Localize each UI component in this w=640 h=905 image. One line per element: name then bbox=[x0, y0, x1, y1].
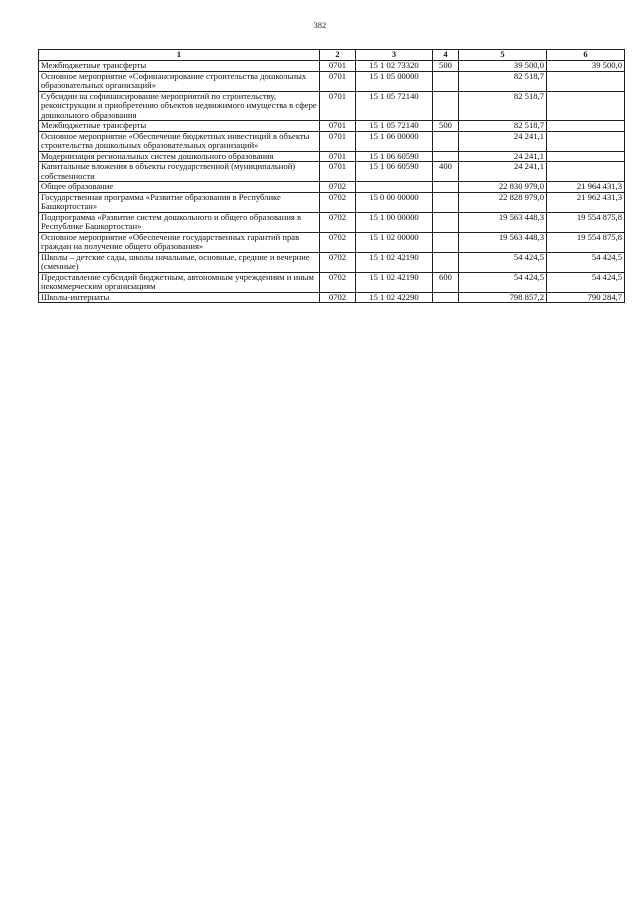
expense-type-cell bbox=[433, 131, 459, 151]
expense-type-cell bbox=[433, 91, 459, 121]
table-row bbox=[39, 61, 625, 72]
target-article-cell bbox=[356, 182, 433, 193]
row-name-cell: Основное мероприятие «Софинансирование строительства дошкольных образовательных организаций» bbox=[39, 71, 320, 91]
amount-year2-cell: 790 284,7 bbox=[547, 292, 625, 303]
section-code-cell: 0702 bbox=[320, 212, 356, 232]
table-row bbox=[39, 91, 625, 121]
row-name-cell: Основное мероприятие «Обеспечение государственных гарантий прав граждан на получение общего образования» bbox=[39, 232, 320, 252]
expense-type-cell bbox=[433, 232, 459, 252]
amount-year2-cell bbox=[547, 121, 625, 132]
row-name-cell: Школы-интернаты bbox=[39, 292, 320, 303]
amount-year1-cell: 54 424,5 bbox=[459, 272, 547, 292]
amount-year2-cell bbox=[547, 131, 625, 151]
table-row bbox=[39, 121, 625, 132]
target-article-cell: 15 1 02 42190 bbox=[356, 272, 433, 292]
amount-year2-cell: 21 962 431,3 bbox=[547, 192, 625, 212]
column-header-6: 6 bbox=[547, 50, 625, 61]
amount-year2-cell bbox=[547, 162, 625, 182]
table-row bbox=[39, 151, 625, 162]
row-name-cell: Общее образование bbox=[39, 182, 320, 193]
target-article-cell: 15 1 02 00000 bbox=[356, 232, 433, 252]
row-name-cell: Государственная программа «Развитие образования в Республике Башкортостан» bbox=[39, 192, 320, 212]
table-row bbox=[39, 252, 625, 272]
expense-type-cell bbox=[433, 71, 459, 91]
amount-year2-cell bbox=[547, 91, 625, 121]
column-header-5: 5 bbox=[459, 50, 547, 61]
row-name-cell: Капитальные вложения в объекты государственной (муниципальной) собственности bbox=[39, 162, 320, 182]
target-article-cell: 15 1 05 72140 bbox=[356, 121, 433, 132]
section-code-cell: 0701 bbox=[320, 131, 356, 151]
target-article-cell: 15 1 06 00000 bbox=[356, 131, 433, 151]
section-code-cell: 0701 bbox=[320, 162, 356, 182]
amount-year1-cell: 22 830 979,0 bbox=[459, 182, 547, 193]
section-code-cell: 0701 bbox=[320, 151, 356, 162]
target-article-cell: 15 1 00 00000 bbox=[356, 212, 433, 232]
expense-type-cell bbox=[433, 292, 459, 303]
row-name-cell: Межбюджетные трансферты bbox=[39, 121, 320, 132]
row-name-cell: Подпрограмма «Развитие систем дошкольного и общего образования в Республике Башкортостан» bbox=[39, 212, 320, 232]
section-code-cell: 0702 bbox=[320, 292, 356, 303]
amount-year2-cell: 21 964 431,3 bbox=[547, 182, 625, 193]
target-article-cell: 15 1 02 73320 bbox=[356, 61, 433, 72]
expense-type-cell: 500 bbox=[433, 61, 459, 72]
amount-year1-cell: 39 500,0 bbox=[459, 61, 547, 72]
amount-year1-cell: 24 241,1 bbox=[459, 131, 547, 151]
target-article-cell: 15 1 06 60590 bbox=[356, 162, 433, 182]
row-name-cell: Субсидии на софинансирование мероприятий по строительству, реконструкции и приобретению объектов недвижимого имущества в сфере дошкольного образования bbox=[39, 91, 320, 121]
expense-type-cell bbox=[433, 182, 459, 193]
table-row bbox=[39, 131, 625, 151]
budget-table bbox=[38, 49, 625, 303]
section-code-cell: 0702 bbox=[320, 232, 356, 252]
table-row bbox=[39, 292, 625, 303]
section-code-cell: 0702 bbox=[320, 252, 356, 272]
target-article-cell: 15 0 00 00000 bbox=[356, 192, 433, 212]
amount-year2-cell bbox=[547, 71, 625, 91]
table-row bbox=[39, 272, 625, 292]
section-code-cell: 0701 bbox=[320, 91, 356, 121]
amount-year2-cell: 19 554 875,8 bbox=[547, 232, 625, 252]
target-article-cell: 15 1 06 60590 bbox=[356, 151, 433, 162]
row-name-cell: Модернизация региональных систем дошкольного образования bbox=[39, 151, 320, 162]
amount-year1-cell: 24 241,1 bbox=[459, 162, 547, 182]
section-code-cell: 0701 bbox=[320, 61, 356, 72]
amount-year1-cell: 19 563 448,3 bbox=[459, 212, 547, 232]
section-code-cell: 0702 bbox=[320, 182, 356, 193]
amount-year2-cell: 54 424,5 bbox=[547, 252, 625, 272]
amount-year1-cell: 54 424,5 bbox=[459, 252, 547, 272]
expense-type-cell: 500 bbox=[433, 121, 459, 132]
table-row bbox=[39, 192, 625, 212]
expense-type-cell bbox=[433, 212, 459, 232]
row-name-cell: Школы – детские сады, школы начальные, основные, средние и вечерние (сменные) bbox=[39, 252, 320, 272]
table-body bbox=[39, 61, 625, 303]
column-header-2: 2 bbox=[320, 50, 356, 61]
expense-type-cell: 600 bbox=[433, 272, 459, 292]
table-row bbox=[39, 71, 625, 91]
section-code-cell: 0702 bbox=[320, 192, 356, 212]
column-header-3: 3 bbox=[356, 50, 433, 61]
column-header-1: 1 bbox=[39, 50, 320, 61]
table-header-row bbox=[39, 50, 625, 61]
row-name-cell: Предоставление субсидий бюджетным, автономным учреждениям и иным некоммерческим организациям bbox=[39, 272, 320, 292]
expense-type-cell bbox=[433, 151, 459, 162]
row-name-cell: Основное мероприятие «Обеспечение бюджетных инвестиций в объекты строительства дошкольных образовательных организаций» bbox=[39, 131, 320, 151]
column-header-4: 4 bbox=[433, 50, 459, 61]
table-row bbox=[39, 162, 625, 182]
amount-year2-cell: 19 554 875,8 bbox=[547, 212, 625, 232]
amount-year1-cell: 82 518,7 bbox=[459, 91, 547, 121]
amount-year1-cell: 798 857,2 bbox=[459, 292, 547, 303]
target-article-cell: 15 1 05 00000 bbox=[356, 71, 433, 91]
amount-year1-cell: 22 828 979,0 bbox=[459, 192, 547, 212]
amount-year1-cell: 19 563 448,3 bbox=[459, 232, 547, 252]
expense-type-cell bbox=[433, 252, 459, 272]
amount-year2-cell bbox=[547, 151, 625, 162]
target-article-cell: 15 1 02 42290 bbox=[356, 292, 433, 303]
target-article-cell: 15 1 05 72140 bbox=[356, 91, 433, 121]
amount-year2-cell: 39 500,0 bbox=[547, 61, 625, 72]
table-row bbox=[39, 212, 625, 232]
table-row bbox=[39, 182, 625, 193]
section-code-cell: 0701 bbox=[320, 71, 356, 91]
amount-year1-cell: 82 518,7 bbox=[459, 71, 547, 91]
target-article-cell: 15 1 02 42190 bbox=[356, 252, 433, 272]
expense-type-cell bbox=[433, 192, 459, 212]
expense-type-cell: 400 bbox=[433, 162, 459, 182]
amount-year1-cell: 24 241,1 bbox=[459, 151, 547, 162]
table-row bbox=[39, 232, 625, 252]
section-code-cell: 0701 bbox=[320, 121, 356, 132]
row-name-cell: Межбюджетные трансферты bbox=[39, 61, 320, 72]
section-code-cell: 0702 bbox=[320, 272, 356, 292]
amount-year2-cell: 54 424,5 bbox=[547, 272, 625, 292]
page-number: 382 bbox=[313, 21, 327, 30]
amount-year1-cell: 82 518,7 bbox=[459, 121, 547, 132]
